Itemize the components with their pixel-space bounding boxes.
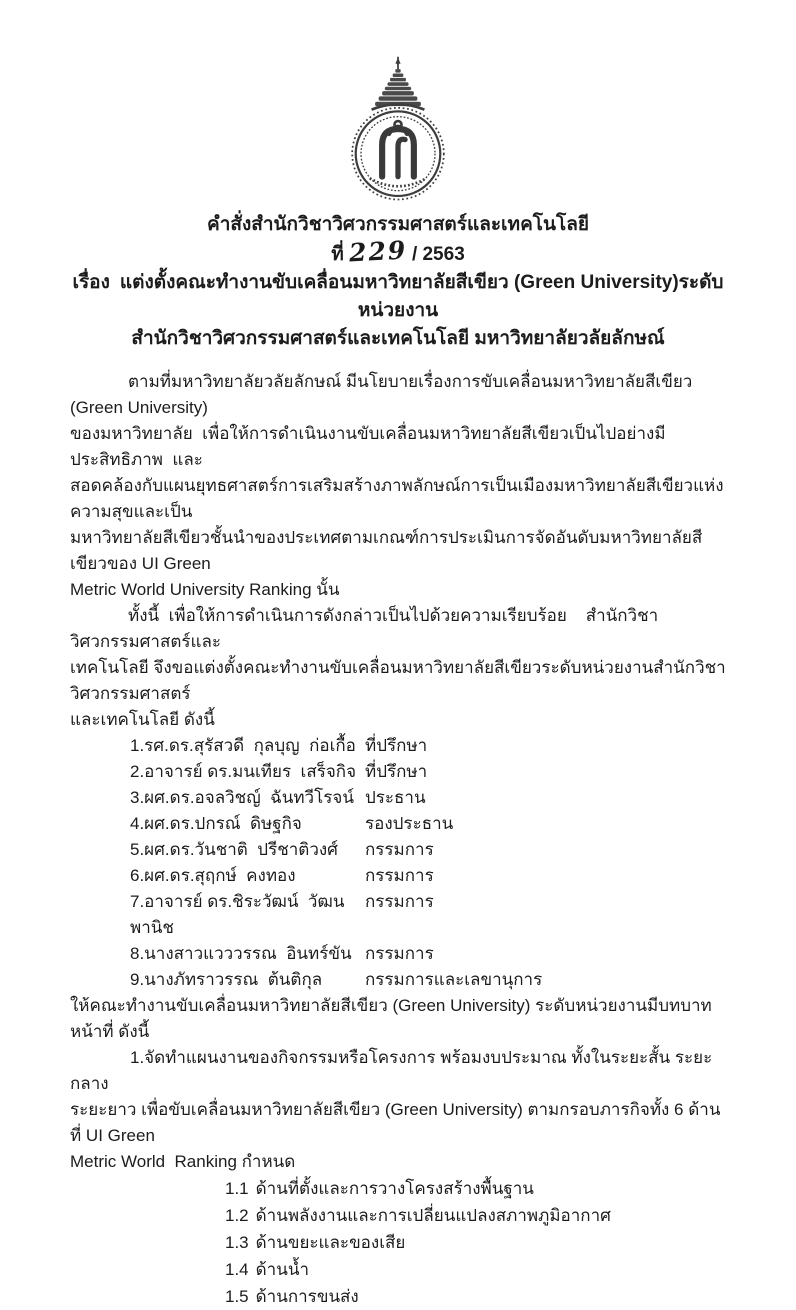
committee-list: [70, 733, 726, 993]
subitem-text: ด้านที่ตั้งและการวางโครงสร้างพื้นฐาน: [255, 1179, 534, 1198]
subitem-number: 1.4: [225, 1260, 249, 1279]
subitem-number: 1.5: [225, 1287, 249, 1306]
committee-row: [70, 941, 726, 967]
subitem: [225, 1256, 726, 1283]
member-name: 9.นางภัทราวรรณ ต้นติกุล: [130, 970, 323, 989]
body-line: สอดคล้องกับแผนยุทธศาสตร์การเสริมสร้างภาพลักษณ์การเป็นเมืองมหาวิทยาลัยสีเขียวแห่งความสุขและเป็น: [70, 476, 724, 521]
subitem-text: ด้านพลังงานและการเปลี่ยนแปลงสภาพภูมิอากาศ: [255, 1206, 611, 1225]
handwritten-number: 229: [348, 235, 408, 268]
subitem: [225, 1283, 726, 1310]
member-role: ที่ปรึกษา: [365, 762, 428, 781]
member-name: 8.นางสาวแวววรรณ อินทร์ขัน: [130, 944, 352, 963]
subitem-number: 1.1: [225, 1179, 249, 1198]
body-line: Metric World University Ranking นั้น: [70, 580, 340, 599]
subject-text: แต่งตั้งคณะทำงานขับเคลื่อนมหาวิทยาลัยสีเขียว (Green University)ระดับหน่วยงาน: [119, 272, 724, 321]
mandate-line: Metric World Ranking กำหนด: [70, 1152, 296, 1171]
member-name: 3.ผศ.ดร.อจลวิชญ์ ฉันทวีโรจน์: [130, 788, 354, 807]
mandate-subitems: [70, 1175, 726, 1310]
member-name: 5.ผศ.ดร.วันชาติ ปรีชาติวงศ์: [130, 840, 338, 859]
subitem: [225, 1202, 726, 1229]
committee-row: [70, 863, 726, 889]
number-prefix: ที่: [331, 244, 344, 265]
body-line: ของมหาวิทยาลัย เพื่อให้การดำเนินงานขับเคลื่อนมหาวิทยาลัยสีเขียวเป็นไปอย่างมีประสิทธิภาพ และ: [70, 424, 666, 469]
paragraph-1: [70, 369, 726, 603]
mandate-line: ระยะยาว เพื่อขับเคลื่อนมหาวิทยาลัยสีเขียว (Green University) ตามกรอบภารกิจทั้ง 6 ด้านที่ UI Green: [70, 1100, 721, 1145]
subitem-text: ด้านขยะและของเสีย: [255, 1233, 406, 1252]
subitem: [225, 1175, 726, 1202]
committee-row: [70, 967, 726, 993]
subject-label: เรื่อง: [72, 272, 110, 293]
member-role: กรรมการ: [365, 866, 434, 885]
committee-row: [70, 811, 726, 837]
member-name: 1.รศ.ดร.สุรัสวดี กุลบุญ ก่อเกื้อ: [130, 736, 356, 755]
member-role: กรรมการ: [365, 944, 434, 963]
member-name: 6.ผศ.ดร.สุฤกษ์ คงทอง: [130, 866, 296, 885]
subitem-number: 1.2: [225, 1206, 249, 1225]
paragraph-2: [70, 603, 726, 733]
member-role: กรรมการ: [365, 892, 434, 911]
member-name: 7.อาจารย์ ดร.ชิระวัฒน์ วัฒนพานิช: [130, 892, 345, 937]
member-role: กรรมการ: [365, 840, 434, 859]
walailak-university-seal-icon: [345, 55, 451, 203]
subject-line: [70, 269, 726, 325]
subitem-text: ด้านน้ำ: [255, 1260, 310, 1279]
mandate-intro: ให้คณะทำงานขับเคลื่อนมหาวิทยาลัยสีเขียว (Green University) ระดับหน่วยงานมีบทบาทหน้าที่ ดังนี้: [70, 996, 712, 1041]
member-role: ที่ปรึกษา: [365, 736, 428, 755]
member-role: กรรมการและเลขานุการ: [365, 970, 543, 989]
document-number-line: [70, 235, 726, 269]
document-title: คำสั่งสำนักวิชาวิศวกรรมศาสตร์และเทคโนโลยี: [207, 214, 589, 235]
body-line: และเทคโนโลยี ดังนี้: [70, 710, 215, 729]
committee-row: [70, 837, 726, 863]
committee-row: [70, 889, 726, 941]
document-body: [70, 369, 726, 1310]
subitem: [225, 1229, 726, 1256]
mandate-line: 1.จัดทำแผนงานของกิจกรรมหรือโครงการ พร้อมงบประมาณ ทั้งในระยะสั้น ระยะกลาง: [70, 1048, 713, 1093]
member-role: ประธาน: [365, 788, 426, 807]
member-name: 4.ผศ.ดร.ปกรณ์ ดิษฐกิจ: [130, 814, 302, 833]
body-line: ทั้งนี้ เพื่อให้การดำเนินการดังกล่าวเป็นไปด้วยความเรียบร้อย สำนักวิชาวิศวกรรมศาสตร์และ: [70, 606, 659, 651]
member-role: รองประธาน: [365, 814, 454, 833]
body-line: ตามที่มหาวิทยาลัยวลัยลักษณ์ มีนโยบายเรื่องการขับเคลื่อนมหาวิทยาลัยสีเขียว (Green University): [70, 372, 698, 417]
body-line: มหาวิทยาลัยสีเขียวชั้นนำของประเทศตามเกณฑ์การประเมินการจัดอันดับมหาวิทยาลัยสีเขียวของ UI Green: [70, 528, 703, 573]
member-name: 2.อาจารย์ ดร.มนเทียร เสร็จกิจ: [130, 762, 357, 781]
seal-container: [70, 55, 726, 203]
number-suffix: / 2563: [411, 244, 465, 265]
body-line: เทคโนโลยี จึงขอแต่งตั้งคณะทำงานขับเคลื่อนมหาวิทยาลัยสีเขียวระดับหน่วยงานสำนักวิชาวิศวกรรมศาสตร์: [70, 658, 726, 703]
committee-row: [70, 759, 726, 785]
org-subtitle: สำนักวิชาวิศวกรรมศาสตร์และเทคโนโลยี มหาวิทยาลัยวลัยลักษณ์: [131, 328, 665, 349]
committee-row: [70, 785, 726, 811]
committee-row: [70, 733, 726, 759]
mandate-section: [70, 993, 726, 1310]
subitem-text: ด้านการขนส่ง: [255, 1287, 359, 1306]
subitem-number: 1.3: [225, 1233, 249, 1252]
